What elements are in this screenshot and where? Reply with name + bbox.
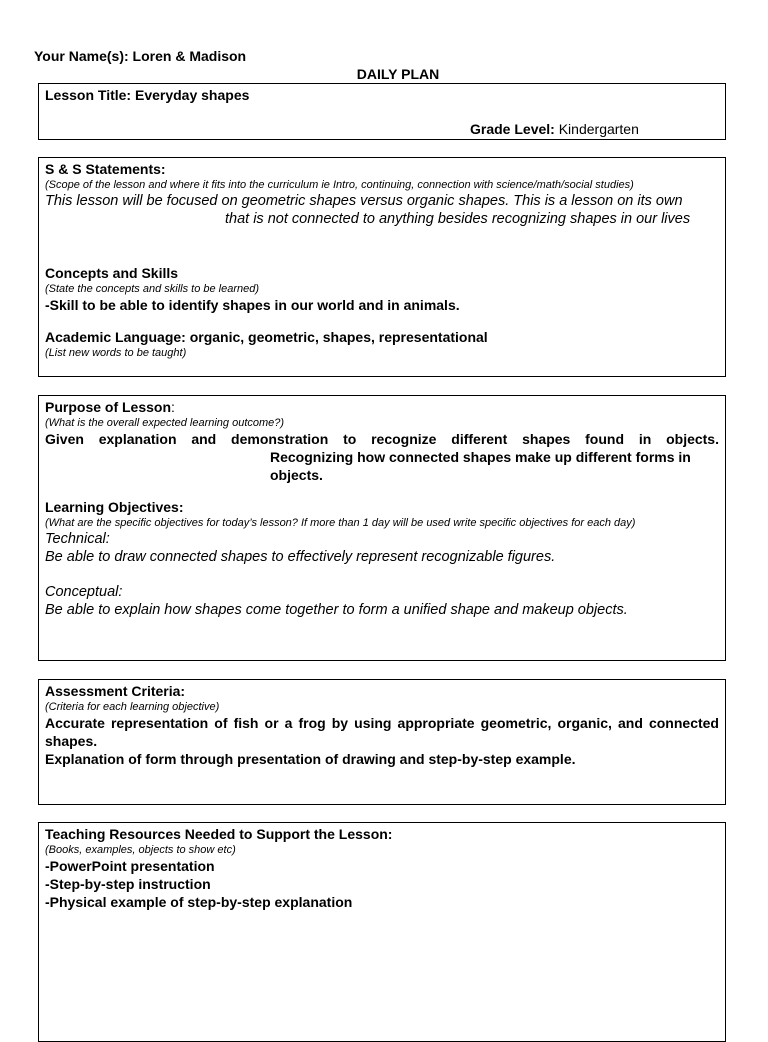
conceptual-label: Conceptual: [45, 584, 123, 600]
names-line [34, 48, 246, 64]
assessment-text1: Accurate representation of fish or a frog by using appropriate geometric, organic, and connected shapes. [45, 715, 719, 749]
lesson-title-label: Lesson Title: [45, 87, 132, 103]
names-value: Loren & Madison [132, 48, 247, 64]
lesson-title-box [38, 83, 726, 140]
ss-statements-box [38, 157, 726, 377]
assessment-hint: (Criteria for each learning objective) [45, 701, 220, 713]
ss-hint: (Scope of the lesson and where it fits into the curriculum ie Intro, continuing, connection with science/math/social studies) [45, 179, 634, 191]
resources-box [38, 822, 726, 1042]
assessment-box [38, 679, 726, 805]
lesson-title [45, 86, 719, 104]
ss-heading: S & S Statements: [45, 161, 166, 177]
resources-heading: Teaching Resources Needed to Support the Lesson: [45, 826, 393, 842]
academic-hint: (List new words to be taught) [45, 347, 187, 359]
academic-language: Academic Language: organic, geometric, shapes, representational [45, 329, 488, 345]
resources-hint: (Books, examples, objects to show etc) [45, 844, 236, 856]
grade-level [470, 120, 639, 138]
purpose-heading [45, 398, 719, 416]
ss-text-line1: This lesson will be focused on geometric shapes versus organic shapes. This is a lesson on its own [45, 193, 683, 209]
purpose-heading-colon: : [171, 399, 175, 415]
purpose-hint: (What is the overall expected learning outcome?) [45, 417, 285, 429]
objectives-hint: (What are the specific objectives for today’s lesson? If more than 1 day will be used write specific objectives for each day) [45, 517, 636, 529]
conceptual-text: Be able to explain how shapes come together to form a unified shape and makeup objects. [45, 602, 628, 618]
resources-item: -Physical example of step-by-step explanation [45, 894, 353, 910]
resources-item: -Step-by-step instruction [45, 876, 211, 892]
purpose-text-line2: Recognizing how connected shapes make up different forms in objects. [270, 449, 691, 483]
purpose-heading-text: Purpose of Lesson [45, 399, 172, 415]
resources-item: -PowerPoint presentation [45, 858, 215, 874]
lesson-title-value: Everyday shapes [134, 87, 250, 103]
purpose-box [38, 395, 726, 661]
technical-text: Be able to draw connected shapes to effectively represent recognizable figures. [45, 549, 556, 565]
assessment-heading: Assessment Criteria: [45, 683, 186, 699]
concepts-text: -Skill to be able to identify shapes in our world and in animals. [45, 297, 460, 313]
assessment-text2: Explanation of form through presentation of drawing and step-by-step example. [45, 751, 576, 767]
purpose-text-line1: Given explanation and demonstration to recognize different shapes found in objects. [45, 431, 719, 447]
grade-level-value: Kindergarten [558, 121, 639, 137]
ss-text-line2: that is not connected to anything besides recognizing shapes in our lives [225, 211, 691, 227]
names-label: Your Name(s): [34, 48, 129, 64]
technical-label: Technical: [45, 531, 110, 547]
document-title [0, 66, 768, 82]
document-title-text: DAILY PLAN [356, 66, 440, 82]
concepts-hint: (State the concepts and skills to be learned) [45, 283, 260, 295]
objectives-heading: Learning Objectives: [45, 499, 184, 515]
grade-level-label: Grade Level: [470, 121, 555, 137]
concepts-heading: Concepts and Skills [45, 265, 179, 281]
